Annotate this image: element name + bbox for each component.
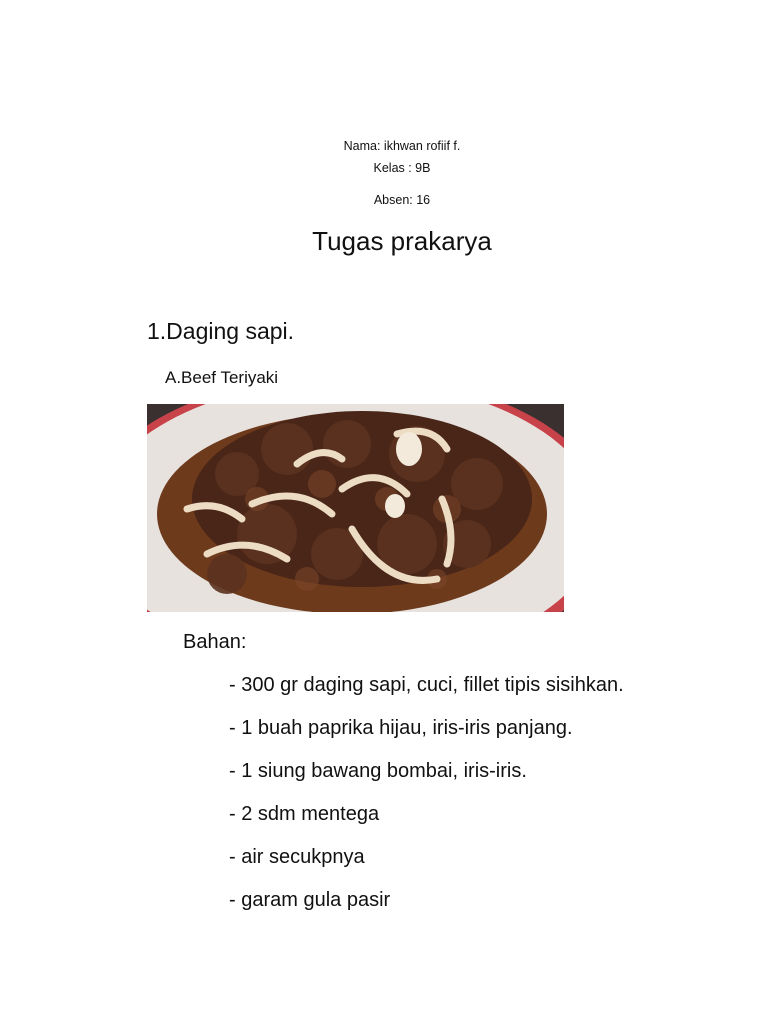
recipe-title: A.Beef Teriyaki — [165, 368, 279, 387]
student-class: Kelas : 9B — [373, 161, 431, 175]
student-number: Absen: 16 — [373, 193, 431, 207]
ingredient-item: - 1 buah paprika hijau, iris-iris panjang. — [229, 717, 573, 739]
section-heading: 1.Daging sapi. — [147, 318, 295, 344]
ingredients-label: Bahan: — [183, 631, 247, 653]
ingredient-item: - 300 gr daging sapi, cuci, fillet tipis sisihkan. — [229, 674, 624, 696]
ingredient-item: - 2 sdm mentega — [229, 803, 380, 825]
ingredient-item: - garam gula pasir — [229, 889, 391, 911]
student-name: Nama: ikhwan rofiif f. — [343, 139, 461, 153]
beef-teriyaki-photo — [147, 404, 564, 612]
ingredient-item: - 1 siung bawang bombai, iris-iris. — [229, 760, 527, 782]
page-title: Tugas prakarya — [312, 226, 492, 256]
ingredient-item: - air secukpnya — [229, 846, 365, 868]
